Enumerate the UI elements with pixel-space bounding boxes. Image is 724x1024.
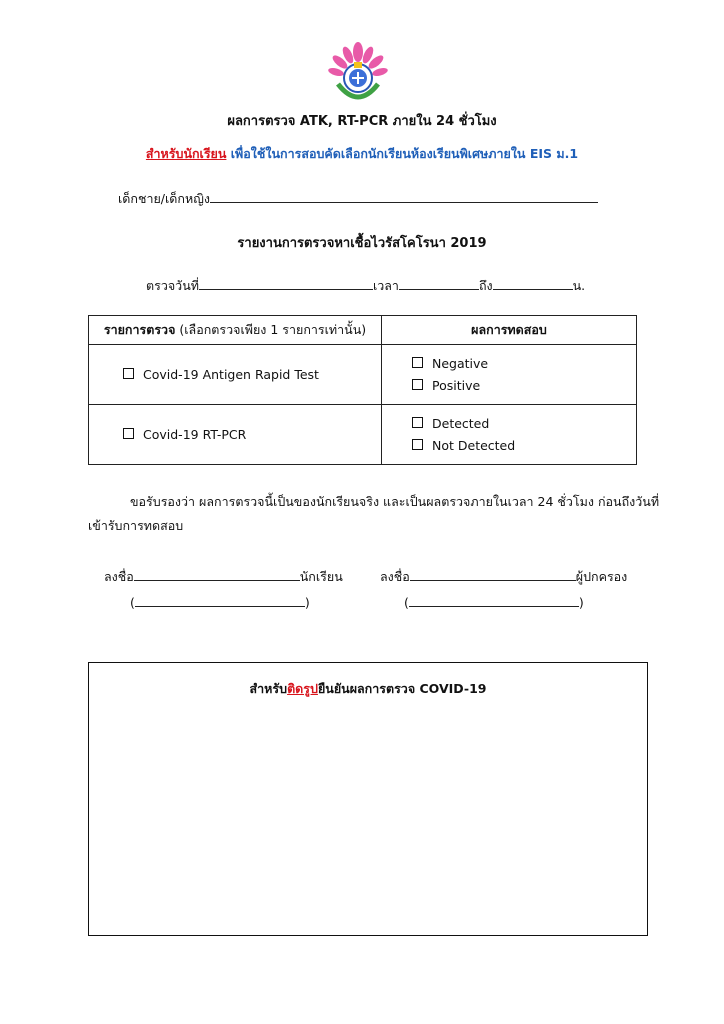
student-printed-name-row: ( ): [130, 592, 310, 610]
photo-box-title: สำหรับติดรูปยืนยันผลการตรวจ COVID-19: [249, 681, 487, 696]
student-signature-field[interactable]: [134, 566, 300, 581]
student-name-field[interactable]: [210, 188, 598, 203]
test-table: [88, 315, 637, 465]
guardian-printed-name-field[interactable]: [409, 592, 579, 607]
school-logo: [328, 40, 388, 110]
time-end-field[interactable]: [493, 275, 573, 290]
table-row: [89, 345, 637, 405]
student-name-row: [118, 188, 598, 209]
test-name: Covid-19 RT-PCR: [143, 427, 247, 442]
test-column-header: รายการตรวจ (เลือกตรวจเพียง 1 รายการเท่านั้น): [89, 316, 382, 345]
result-label: Negative: [432, 355, 489, 371]
certify-line-1: ขอรับรองว่า ผลการตรวจนี้เป็นของนักเรียนจริง และเป็นผลตรวจภายในเวลา 24 ชั่วโมง ก่อนถึงวันที่: [130, 494, 660, 509]
table-row: [89, 405, 637, 465]
sign-label: ลงชื่อ: [380, 569, 410, 584]
result-cell: [382, 405, 637, 465]
student-role-label: นักเรียน: [299, 569, 343, 584]
date-label: ตรวจวันที่: [146, 278, 199, 293]
student-signature-row: [104, 566, 343, 587]
checkbox-not-detected[interactable]: [412, 439, 423, 450]
result-cell: [382, 345, 637, 405]
sign-label: ลงชื่อ: [104, 569, 134, 584]
student-printed-name-field[interactable]: [135, 592, 305, 607]
checkbox-atk[interactable]: [123, 368, 134, 379]
guardian-signature-row: [380, 566, 627, 587]
exam-date-row: [146, 275, 585, 296]
certify-line-2: เข้ารับการทดสอบ: [88, 518, 184, 533]
checkbox-positive[interactable]: [412, 379, 423, 390]
time-unit: น.: [572, 278, 586, 293]
student-name-label: เด็กชาย/เด็กหญิง: [118, 191, 210, 206]
form-subtitle: [0, 144, 724, 164]
checkbox-detected[interactable]: [412, 417, 423, 428]
table-header-row: [89, 316, 637, 345]
test-cell: [89, 345, 382, 405]
guardian-printed-name-row: ( ): [404, 592, 584, 610]
subtitle-emphasis: สำหรับนักเรียน: [145, 146, 227, 161]
checkbox-negative[interactable]: [412, 357, 423, 368]
result-label: Positive: [432, 377, 481, 393]
result-column-header: ผลการทดสอบ: [382, 316, 637, 345]
test-name: Covid-19 Antigen Rapid Test: [143, 367, 319, 382]
checkbox-rt-pcr[interactable]: [123, 428, 134, 439]
date-field[interactable]: [199, 275, 373, 290]
guardian-role-label: ผู้ปกครอง: [575, 569, 628, 584]
guardian-signature-field[interactable]: [410, 566, 576, 581]
result-label: Not Detected: [432, 437, 516, 453]
photo-emphasis: ติดรูป: [287, 681, 318, 696]
photo-attachment-box[interactable]: [88, 662, 648, 936]
time-start-field[interactable]: [399, 275, 479, 290]
report-title: รายงานการตรวจหาเชื้อไวรัสโคโรนา 2019: [237, 236, 487, 251]
to-label: ถึง: [478, 278, 493, 293]
test-cell: [89, 405, 382, 465]
form-title: ผลการตรวจ ATK, RT-PCR ภายใน 24 ชั่วโมง: [227, 114, 497, 129]
result-label: Detected: [432, 415, 490, 431]
time-label: เวลา: [372, 278, 399, 293]
subtitle-text: เพื่อใช้ในการสอบคัดเลือกนักเรียนห้องเรียนพิเศษภายใน EIS ม.1: [226, 146, 579, 161]
